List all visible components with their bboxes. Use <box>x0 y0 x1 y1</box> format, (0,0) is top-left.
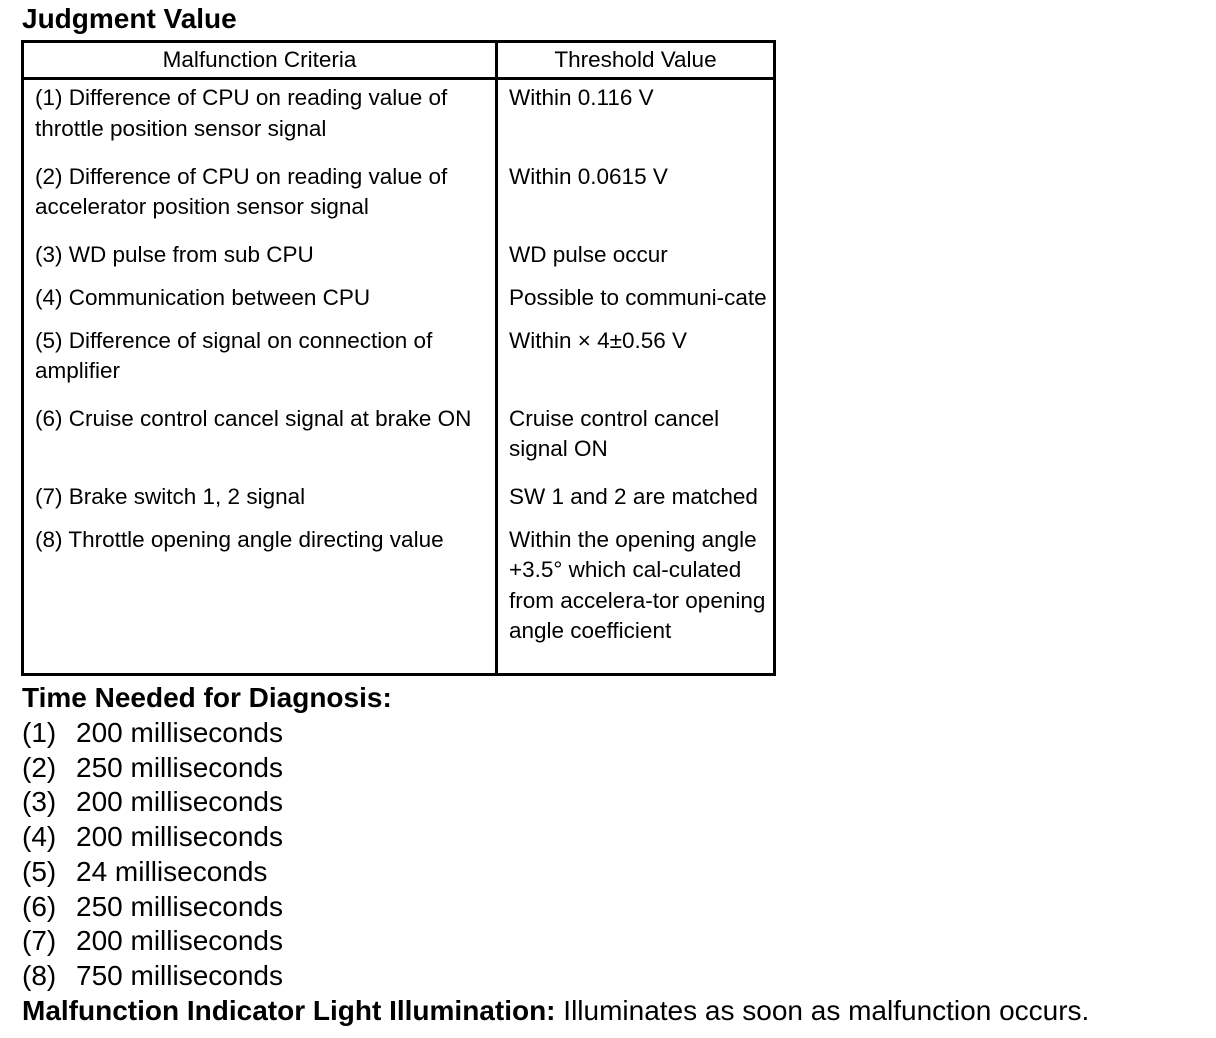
threshold-cell: Possible to communi-cate <box>509 284 767 310</box>
item-number: (6) <box>22 890 57 922</box>
list-item <box>22 716 283 751</box>
threshold-cell: Within the opening angle +3.5° which cal-culated from accelera-tor opening angle coefficient <box>509 526 766 644</box>
item-number: (2) <box>22 751 57 783</box>
criteria-cell: (8) Throttle opening angle directing value <box>23 523 497 675</box>
threshold-cell: WD pulse occur <box>509 242 668 268</box>
item-duration: 24 milliseconds <box>76 855 268 887</box>
table-row <box>23 523 775 675</box>
header-threshold-value: Threshold Value <box>497 42 775 79</box>
item-duration: 200 milliseconds <box>76 717 283 748</box>
threshold-cell: Cruise control cancel signal ON <box>509 405 720 462</box>
criteria-cell: (1) Difference of CPU on reading value of throttle position sensor signal <box>23 79 497 160</box>
list-item <box>22 959 283 994</box>
table-header-row <box>23 42 775 79</box>
item-number: (7) <box>22 925 57 957</box>
header-malfunction-criteria: Malfunction Criteria <box>23 42 497 79</box>
list-item <box>22 890 283 925</box>
table-row <box>23 79 775 160</box>
table-row <box>23 324 775 402</box>
judgment-value-title: Judgment Value <box>22 3 237 34</box>
mil-label: Malfunction Indicator Light Illumination: <box>22 995 556 1026</box>
table-row <box>23 480 775 523</box>
threshold-cell: SW 1 and 2 are matched <box>509 484 758 510</box>
item-number: (4) <box>22 821 57 853</box>
item-number: (1) <box>22 717 57 748</box>
item-duration: 750 milliseconds <box>76 959 283 991</box>
list-item <box>22 751 283 786</box>
time-needed-list <box>22 716 283 994</box>
criteria-cell: (6) Cruise control cancel signal at brake ON <box>23 402 497 480</box>
item-number: (8) <box>22 959 57 991</box>
item-duration: 200 milliseconds <box>76 786 283 818</box>
time-needed-heading: Time Needed for Diagnosis: <box>22 682 392 713</box>
table-row <box>23 238 775 281</box>
criteria-cell: (4) Communication between CPU <box>23 281 497 324</box>
list-item <box>22 785 283 820</box>
criteria-cell: (3) WD pulse from sub CPU <box>23 238 497 281</box>
table-row <box>23 402 775 480</box>
threshold-cell: Within 0.0615 V <box>509 163 668 189</box>
judgment-value-table <box>21 40 776 676</box>
list-item <box>22 855 283 890</box>
item-duration: 200 milliseconds <box>76 821 283 853</box>
table-row <box>23 160 775 238</box>
criteria-cell: (7) Brake switch 1, 2 signal <box>23 480 497 523</box>
item-duration: 250 milliseconds <box>76 890 283 922</box>
criteria-cell: (5) Difference of signal on connection of amplifier <box>23 324 497 402</box>
list-item <box>22 820 283 855</box>
mil-text: Illuminates as soon as malfunction occurs. <box>563 995 1090 1026</box>
mil-illumination-line <box>22 993 1089 1029</box>
table-row <box>23 281 775 324</box>
item-number: (3) <box>22 786 57 818</box>
item-number: (5) <box>22 855 57 887</box>
threshold-cell: Within 0.116 V <box>509 85 654 110</box>
criteria-cell: (2) Difference of CPU on reading value of accelerator position sensor signal <box>23 160 497 238</box>
item-duration: 250 milliseconds <box>76 751 283 783</box>
threshold-cell: Within × 4±0.56 V <box>509 327 688 353</box>
item-duration: 200 milliseconds <box>76 925 283 957</box>
list-item <box>22 924 283 959</box>
